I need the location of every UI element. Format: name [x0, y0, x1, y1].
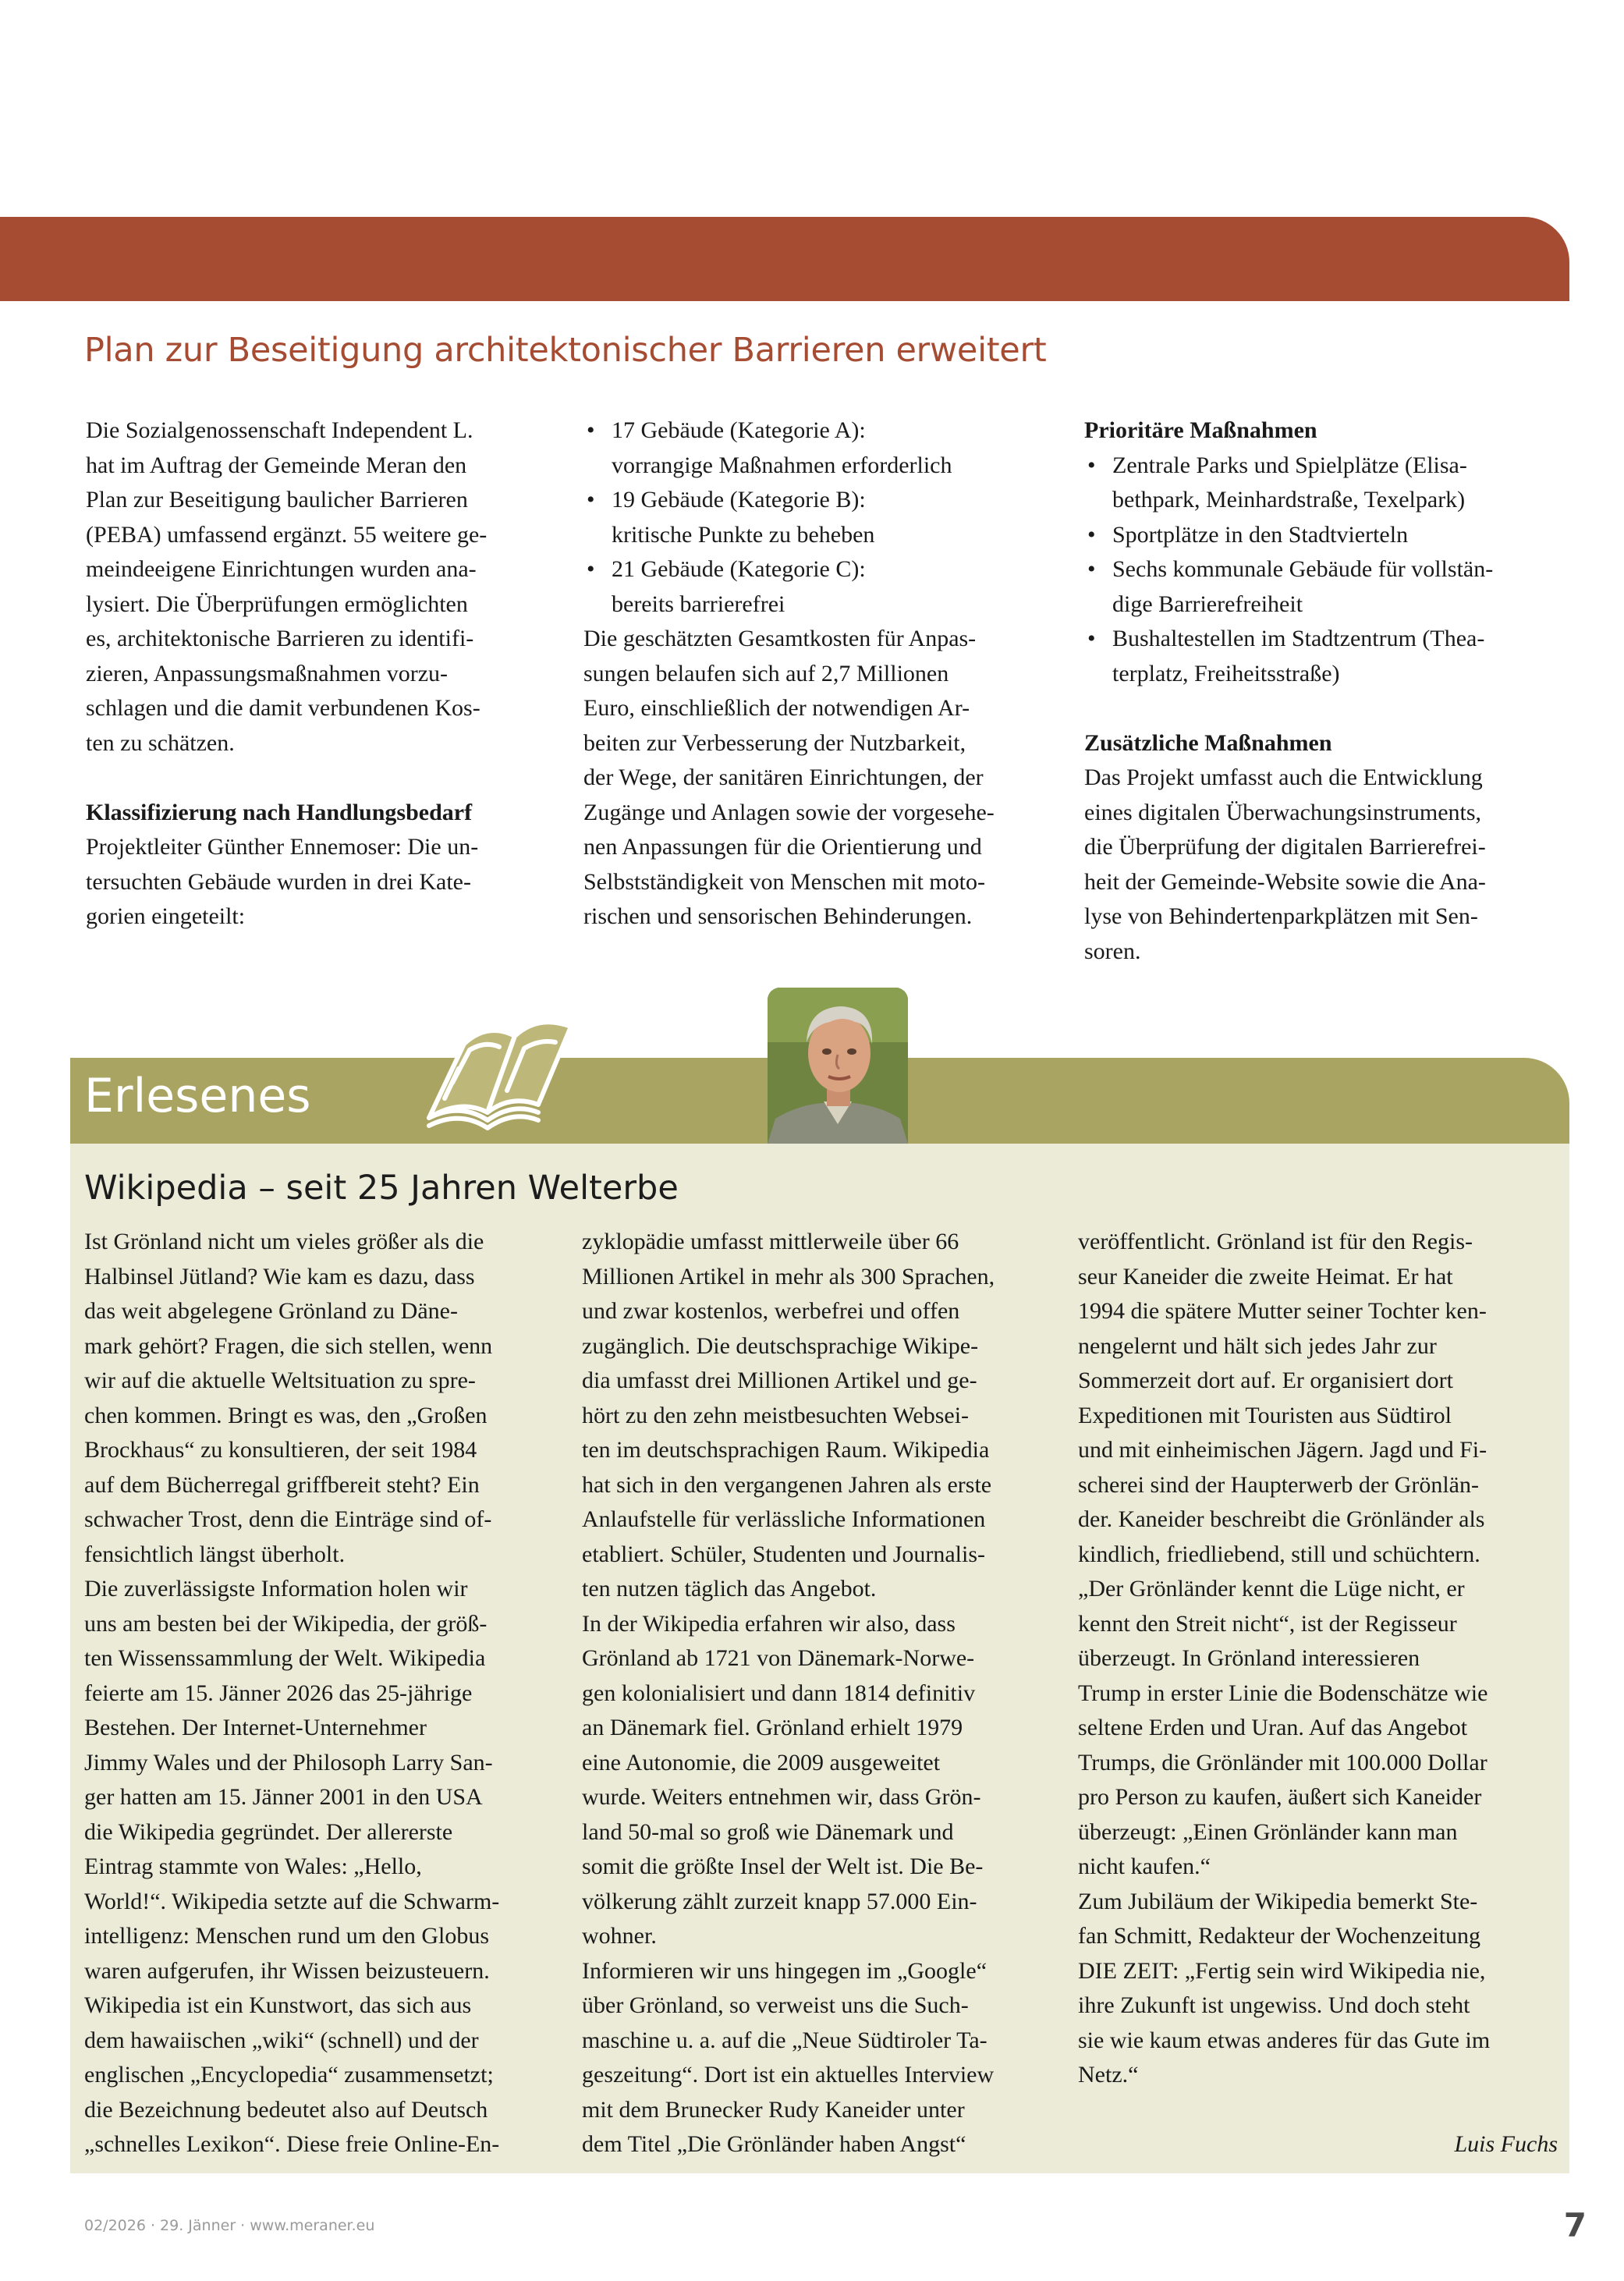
wikipedia-paragraph: zyklopädie umfasst mittlerweile über 66 Millionen Artikel in mehr als 300 Sprachen, und zwar kostenlos, werbefrei und offen zugänglich. Die deutschsprachige Wikipe- dia umfasst drei Millionen Artikel und ge- hört zu den zehn meistbesuchten Websei- ten im deutschsprachigen Raum. Wikipedia hat sich in den vergangenen Jahren als erste Anlaufstelle für verlässliche Informationen etabliert. Schüler, Studenten und Journalis- ten nutzen täglich das Angebot.: [582, 1229, 995, 1602]
category-list: [583, 413, 1051, 622]
wikipedia-paragraph: Zum Jubiläum der Wikipedia bemerkt Ste- fan Schmitt, Redakteur der Wochenzeitung DIE ZEIT: „Fertig sein wird Wikipedia nie, ihre Zukunft ist ungewiss. Und doch steht sie wie kaum etwas anderes für das Gute im Netz.“: [1078, 1888, 1491, 2088]
subheading-additional-measures: Zusätzliche Maßnahmen: [1084, 729, 1332, 756]
article-title-barriers: Plan zur Beseitigung architektonischer Barrieren erweitert: [84, 331, 1047, 370]
category-item-b: • 19 Gebäude (Kategorie B): kritische Punkte zu beheben: [583, 483, 1051, 552]
wikipedia-column-2: [582, 1225, 1058, 2162]
wikipedia-paragraph: Ist Grönland nicht um vieles größer als die Halbinsel Jütland? Wie kam es dazu, dass das weit abgelegene Grönland zu Däne- mark gehört? Fragen, die sich stellen, wenn wir auf die aktuelle Weltsituation zu spre- chen kommen. Bringt es was, den „Großen Brockhaus“ zu konsultieren, der seit 1984 auf dem Bücherregal griffbereit steht? Ein schwacher Trost, denn die Einträge sind of- fensichtlich längst überholt.: [84, 1229, 493, 1567]
wikipedia-column-3: [1078, 1225, 1558, 2162]
author-byline: Luis Fuchs: [1454, 2130, 1558, 2157]
priority-item-buildings: • Sechs kommunale Gebäude für vollstän- dige Barrierefreiheit: [1084, 552, 1560, 622]
additional-measures-text: Das Projekt umfasst auch die Entwicklung eines digitalen Überwachungsinstruments, die Überprüfung der digitalen Barrierefrei- heit der Gemeinde-Website sowie die Ana- lyse von Behindertenparkplätzen mit Sen- soren.: [1084, 764, 1486, 964]
barriers-column-1: [86, 413, 538, 935]
category-item-a: • 17 Gebäude (Kategorie A): vorrangige Maßnahmen erforderlich: [583, 413, 1051, 483]
barriers-column-2: [583, 413, 1051, 935]
barriers-intro: Die Sozialgenossenschaft Independent L. hat im Auftrag der Gemeinde Meran den Plan zur Beseitigung baulicher Barrieren (PEBA) umfassend ergänzt. 55 weitere ge- meindeeigene Einrichtungen wurden ana- lysiert. Die Überprüfungen ermöglichten es, architektonische Barrieren zu identifi- zieren, Anpassungsmaßnahmen vorzu- schlagen und die damit verbundenen Kos- ten zu schätzen.: [86, 417, 488, 756]
classification-text: Projektleiter Günther Ennemoser: Die un- tersuchten Gebäude wurden in drei Kate- gorien eingeteilt:: [86, 834, 479, 929]
erlesenes-heading: Erlesenes: [84, 1069, 311, 1123]
author-portrait-photo: [768, 988, 908, 1144]
category-item-c: • 21 Gebäude (Kategorie C): bereits barrierefrei: [583, 552, 1051, 622]
wikipedia-column-1: [84, 1225, 556, 2162]
subheading-priority-measures: Prioritäre Maßnahmen: [1084, 417, 1317, 443]
costs-text: Die geschätzten Gesamtkosten für Anpas- sungen belaufen sich auf 2,7 Millionen Euro, einschließlich der notwendigen Ar- beiten zur Verbesserung der Nutzbarkeit, der Wege, der sanitären Einrichtungen, der Zugänge und Anlagen sowie der vorgesehe- nen Anpassungen für die Orientierung und Selbstständigkeit von Menschen mit moto- rischen und sensorischen Behinderungen.: [583, 626, 995, 929]
article-title-wikipedia: Wikipedia – seit 25 Jahren Welterbe: [84, 1169, 679, 1208]
wikipedia-paragraph: veröffentlicht. Grönland ist für den Regis- seur Kaneider die zweite Heimat. Er hat 1994 die spätere Mutter seiner Tochter ken- nengelernt und hält sich jedes Jahr zur Sommerzeit dort auf. Er organisiert dort Expeditionen mit Touristen aus Südtirol und mit einheimischen Jägern. Jagd und Fi- scherei sind der Haupterwerb der Grönlän- der. Kaneider beschreibt die Grönländer als kindlich, friedliebend, still und schüchtern. „Der Grönländer kennt die Lüge nicht, er kennt den Streit nicht“, ist der Regisseur überzeugt. In Grönland interessieren Trump in erster Linie die Bodenschätze wie seltene Erden und Uran. Auf das Angebot Trumps, die Grönländer mit 100.000 Dollar pro Person zu kaufen, äußert sich Kaneider überzeugt: „Einen Grönländer kann man nicht kaufen.“: [1078, 1229, 1488, 1879]
priority-list: [1084, 449, 1560, 692]
open-book-icon: [421, 1005, 577, 1137]
wikipedia-paragraph: In der Wikipedia erfahren wir also, dass Grönland ab 1721 von Dänemark-Norwe- gen kolonialisiert und dann 1814 definitiv an Dänemark fiel. Grönland erhielt 1979 eine Autonomie, die 2009 ausgeweitet wurde. Weiters entnehmen wir, dass Grön- land 50-mal so groß wie Dänemark und somit die größte Insel der Welt ist. Die Be- völkerung zählt zurzeit knapp 57.000 Ein- wohner.: [582, 1610, 984, 1949]
priority-item-sports: • Sportplätze in den Stadtvierteln: [1084, 518, 1560, 553]
subheading-classification: Klassifizierung nach Handlungsbedarf: [86, 799, 473, 825]
page-number: 7: [1563, 2206, 1587, 2244]
footer-issue-info: 02/2026 · 29. Jänner · www.meraner.eu: [84, 2217, 375, 2234]
priority-item-bus-stops: • Bushaltestellen im Stadtzentrum (Thea- terplatz, Freiheitsstraße): [1084, 622, 1560, 691]
top-banner: [0, 217, 1569, 301]
wikipedia-paragraph: Die zuverlässigste Information holen wir uns am besten bei der Wikipedia, der größ- ten Wissenssammlung der Welt. Wikipedia feierte am 15. Jänner 2026 das 25-jährige Bestehen. Der Internet-Unternehmer Jimmy Wales und der Philosoph Larry San- ger hatten am 15. Jänner 2001 in den USA die Wikipedia gegründet. Der allererste Eintrag stammte von Wales: „Hello, World!“. Wikipedia setzte auf die Schwarm- intelligenz: Menschen rund um den Globus waren aufgerufen, ihr Wissen beizusteuern. Wikipedia ist ein Kunstwort, das sich aus dem hawaiischen „wiki“ (schnell) und der englischen „Encyclopedia“ zusammensetzt; die Bezeichnung bedeutet also auf Deutsch „schnelles Lexikon“. Diese freie Online-En-: [84, 1576, 500, 2157]
portrait-image: [768, 988, 908, 1144]
wikipedia-paragraph: Informieren wir uns hingegen im „Google“ über Grönland, so verweist uns die Such- maschine u. a. auf die „Neue Südtiroler Ta- geszeitung“. Dort ist ein aktuelles Interview mit dem Brunecker Rudy Kaneider unter dem Titel „Die Grönländer haben Angst“: [582, 1957, 995, 2157]
barriers-column-3: [1084, 413, 1560, 969]
priority-item-parks: • Zentrale Parks und Spielplätze (Elisa- bethpark, Meinhardstraße, Texelpark): [1084, 449, 1560, 518]
